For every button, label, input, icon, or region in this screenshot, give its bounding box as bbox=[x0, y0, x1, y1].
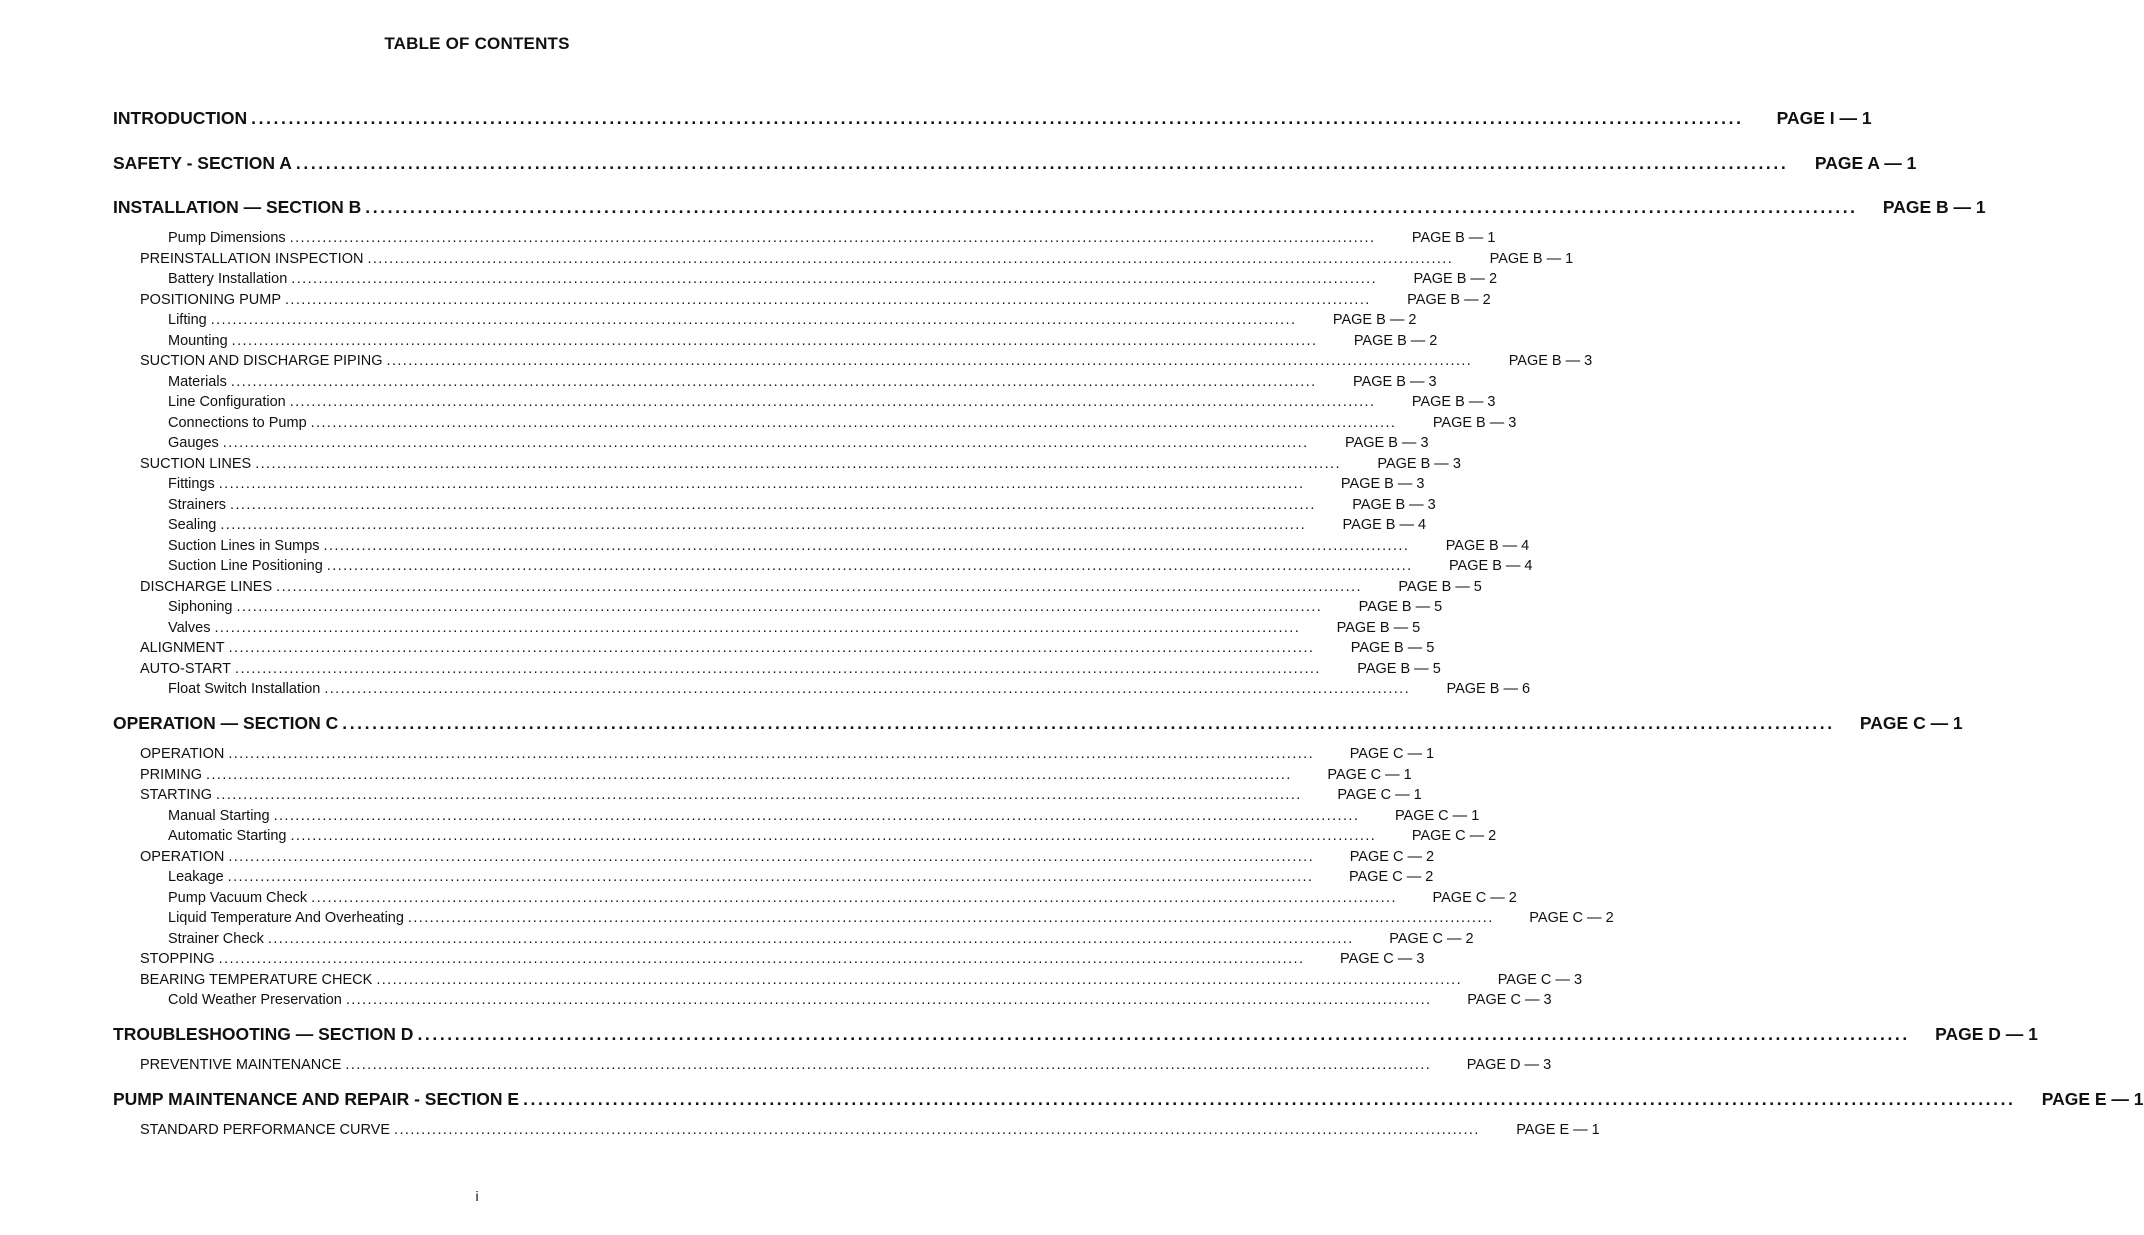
dot-leader: ........................................................................................................................................................................................................ bbox=[220, 517, 1307, 533]
toc-entry[interactable] bbox=[168, 828, 1497, 847]
toc-entry[interactable] bbox=[140, 766, 1412, 786]
toc-entry[interactable] bbox=[168, 476, 1425, 495]
toc-section-entry[interactable] bbox=[113, 197, 1986, 221]
toc-entry-label: PREVENTIVE MAINTENANCE bbox=[140, 1057, 342, 1073]
toc-entry-page: PAGE C — 3 bbox=[1340, 951, 1425, 967]
toc-entry-label: Suction Lines in Sumps bbox=[168, 537, 320, 554]
toc-entry-label: PREINSTALLATION INSPECTION bbox=[140, 250, 364, 267]
dot-leader: ........................................................................................................................................................................................................ bbox=[214, 619, 1301, 636]
toc-entry-page: PAGE B — 5 bbox=[1336, 619, 1421, 636]
dot-leader: ........................................................................................................................................................................................................ bbox=[231, 332, 1318, 349]
dot-leader: ........................................................................................................................................................................................................ bbox=[386, 353, 1473, 369]
toc-entry-label: TROUBLESHOOTING — SECTION D bbox=[113, 1024, 414, 1044]
toc-entry-label: Strainers bbox=[168, 496, 227, 513]
dot-leader: ........................................................................................................................................................................................................ bbox=[345, 1057, 1432, 1073]
toc-entry[interactable] bbox=[168, 435, 1429, 454]
dot-leader: ........................................................................................................................................................................................................ bbox=[285, 291, 1371, 308]
toc-entry[interactable] bbox=[168, 910, 1614, 929]
toc-entry-page: PAGE D — 1 bbox=[1935, 1024, 2038, 1044]
toc-entry-page: PAGE B — 1 bbox=[1489, 250, 1574, 267]
toc-entry[interactable] bbox=[140, 640, 1435, 659]
dot-leader: ........................................................................................................................................................................................................ bbox=[394, 1122, 1480, 1138]
dot-leader: ........................................................................................................................................................................................................ bbox=[365, 197, 1858, 217]
dot-leader: ........................................................................................................................................................................................................ bbox=[311, 889, 1397, 906]
toc-entry[interactable] bbox=[168, 496, 1436, 516]
toc-entry-page: PAGE C — 2 bbox=[1529, 910, 1614, 926]
dot-leader: ........................................................................................................................................................................................................ bbox=[218, 476, 1305, 492]
toc-entry-label: Lifting bbox=[168, 312, 207, 328]
toc-entry-label: Float Switch Installation bbox=[168, 681, 321, 697]
dot-leader: ........................................................................................................................................................................................................ bbox=[326, 558, 1413, 574]
dot-leader: ........................................................................................................................................................................................................ bbox=[276, 578, 1362, 595]
toc-entry[interactable] bbox=[140, 291, 1491, 311]
toc-entry-label: AUTO-START bbox=[140, 660, 232, 677]
toc-section-entry[interactable] bbox=[113, 1024, 2038, 1048]
toc-entry-label: Automatic Starting bbox=[168, 828, 287, 844]
dot-leader: ........................................................................................................................................................................................................ bbox=[289, 394, 1376, 410]
toc-entry-page: PAGE B — 1 bbox=[1411, 230, 1496, 246]
toc-entry-label: PUMP MAINTENANCE AND REPAIR - SECTION E bbox=[113, 1089, 520, 1109]
dot-leader: ........................................................................................................................................................................................................ bbox=[218, 951, 1305, 967]
toc-entry[interactable] bbox=[140, 250, 1574, 270]
toc-entry-label: INTRODUCTION bbox=[113, 108, 248, 128]
toc-entry-page: PAGE B — 3 bbox=[1411, 394, 1496, 410]
toc-entry[interactable] bbox=[140, 455, 1461, 475]
toc-entry-label: Connections to Pump bbox=[168, 414, 307, 431]
toc-entry-page: PAGE B — 4 bbox=[1342, 517, 1427, 533]
toc-entry-label: STOPPING bbox=[140, 951, 215, 967]
toc-entry-label: ALIGNMENT bbox=[140, 640, 225, 656]
toc-entry[interactable] bbox=[168, 517, 1427, 536]
dot-leader: ........................................................................................................................................................................................................ bbox=[273, 807, 1360, 824]
toc-section-entry[interactable] bbox=[113, 152, 1917, 177]
toc-section-entry[interactable] bbox=[113, 108, 1872, 132]
toc-entry-page: PAGE B — 2 bbox=[1407, 291, 1491, 308]
toc-entry-page: PAGE C — 2 bbox=[1349, 848, 1435, 865]
dot-leader: ........................................................................................................................................................................................................ bbox=[228, 746, 1315, 762]
toc-entry-page: PAGE I — 1 bbox=[1776, 108, 1872, 128]
toc-entry-label: OPERATION bbox=[140, 746, 225, 762]
toc-entry-page: PAGE B — 3 bbox=[1344, 435, 1429, 451]
dot-leader: ........................................................................................................................................................................................................ bbox=[210, 312, 1297, 328]
dot-leader: ........................................................................................................................................................................................................ bbox=[310, 414, 1397, 431]
toc-entry-label: OPERATION — SECTION C bbox=[113, 713, 339, 733]
toc-entry-page: PAGE C — 3 bbox=[1467, 992, 1552, 1008]
toc-entry-page: PAGE B — 2 bbox=[1353, 332, 1438, 349]
toc-entry-label: STARTING bbox=[140, 787, 212, 803]
toc-entry[interactable] bbox=[168, 869, 1434, 888]
page-number: i bbox=[475, 1188, 479, 1204]
dot-leader: ........................................................................................................................................................................................................ bbox=[342, 713, 1835, 733]
toc-entry[interactable] bbox=[168, 681, 1531, 700]
dot-leader: ........................................................................................................................................................................................................ bbox=[228, 848, 1315, 865]
dot-leader: ........................................................................................................................................................................................................ bbox=[523, 1089, 2016, 1109]
toc-entry[interactable] bbox=[140, 1057, 1552, 1076]
toc-entry-label: Line Configuration bbox=[168, 394, 286, 410]
toc-entry-label: Cold Weather Preservation bbox=[168, 992, 342, 1008]
dot-leader: ........................................................................................................................................................................................................ bbox=[236, 599, 1323, 615]
toc-entry-page: PAGE B — 3 bbox=[1377, 455, 1461, 472]
toc-entry-page: PAGE B — 2 bbox=[1332, 312, 1417, 328]
toc-entry-label: DISCHARGE LINES bbox=[140, 578, 273, 595]
dot-leader: ........................................................................................................................................................................................................ bbox=[376, 971, 1463, 988]
toc-entry-label: Gauges bbox=[168, 435, 219, 451]
toc-entry-page: PAGE E — 1 bbox=[1516, 1122, 1600, 1138]
dot-leader: ........................................................................................................................................................................................................ bbox=[323, 537, 1410, 554]
toc-entry[interactable] bbox=[168, 332, 1438, 352]
dot-leader: ........................................................................................................................................................................................................ bbox=[228, 640, 1315, 656]
toc-entry[interactable] bbox=[168, 599, 1443, 618]
toc-entry-page: PAGE C — 2 bbox=[1389, 930, 1474, 947]
dot-leader: ........................................................................................................................................................................................................ bbox=[417, 1024, 1910, 1044]
dot-leader: ........................................................................................................................................................................................................ bbox=[227, 869, 1314, 885]
toc-entry-label: Battery Installation bbox=[168, 271, 288, 287]
toc-entry-page: PAGE B — 6 bbox=[1446, 681, 1531, 697]
toc-entry[interactable] bbox=[168, 230, 1496, 249]
toc-entry-page: PAGE B — 4 bbox=[1448, 558, 1533, 574]
toc-entry-page: PAGE B — 5 bbox=[1350, 640, 1435, 656]
toc-entry[interactable] bbox=[168, 373, 1437, 393]
toc-entry-label: Manual Starting bbox=[168, 807, 270, 824]
toc-entry-page: PAGE E — 1 bbox=[2041, 1089, 2144, 1109]
toc-entry-page: PAGE C — 2 bbox=[1432, 889, 1517, 906]
dot-leader: ........................................................................................................................................................................................................ bbox=[295, 152, 1789, 173]
toc-section-entry[interactable] bbox=[113, 1089, 2144, 1113]
toc-entry-page: PAGE C — 3 bbox=[1497, 971, 1583, 988]
toc-entry-page: PAGE B — 3 bbox=[1352, 496, 1436, 513]
toc-entry-page: PAGE B — 1 bbox=[1882, 197, 1986, 217]
dot-leader: ........................................................................................................................................................................................................ bbox=[255, 455, 1341, 472]
dot-leader: ........................................................................................................................................................................................................ bbox=[206, 766, 1292, 783]
toc-entry[interactable] bbox=[168, 312, 1417, 331]
toc-entry[interactable] bbox=[140, 660, 1441, 680]
toc-entry-page: PAGE B — 5 bbox=[1398, 578, 1482, 595]
dot-leader: ........................................................................................................................................................................................................ bbox=[367, 250, 1454, 267]
toc-entry-label: SUCTION LINES bbox=[140, 455, 252, 472]
toc-entry-label: STANDARD PERFORMANCE CURVE bbox=[140, 1122, 391, 1138]
toc-entry-page: PAGE B — 3 bbox=[1508, 353, 1593, 369]
toc-entry[interactable] bbox=[140, 971, 1583, 991]
toc-entry-label: Materials bbox=[168, 373, 227, 390]
toc-entry-page: PAGE B — 4 bbox=[1445, 537, 1530, 554]
toc-entry-label: Mounting bbox=[168, 332, 228, 349]
dot-leader: ........................................................................................................................................................................................................ bbox=[345, 992, 1432, 1008]
dot-leader: ........................................................................................................................................................................................................ bbox=[291, 271, 1378, 287]
toc-entry[interactable] bbox=[168, 394, 1496, 413]
toc-entry-page: PAGE C — 2 bbox=[1349, 869, 1434, 885]
toc-entry-label: Suction Line Positioning bbox=[168, 558, 323, 574]
toc-entry[interactable] bbox=[140, 951, 1425, 970]
toc-entry-label: Leakage bbox=[168, 869, 224, 885]
toc-entry[interactable] bbox=[168, 537, 1530, 557]
toc-entry-label: Siphoning bbox=[168, 599, 233, 615]
toc-entry-page: PAGE B — 3 bbox=[1353, 373, 1437, 390]
toc-entry-page: PAGE A — 1 bbox=[1814, 152, 1917, 173]
toc-entry[interactable] bbox=[168, 807, 1480, 827]
toc-entry-page: PAGE C — 1 bbox=[1349, 746, 1435, 762]
toc-entry-page: PAGE B — 5 bbox=[1358, 599, 1443, 615]
toc-entry-label: Valves bbox=[168, 619, 211, 636]
toc-entry[interactable] bbox=[140, 746, 1435, 765]
toc-entry-label: Fittings bbox=[168, 476, 215, 492]
toc-entry-label: SAFETY - SECTION A bbox=[113, 152, 292, 173]
dot-leader: ........................................................................................................................................................................................................ bbox=[267, 930, 1354, 947]
toc-entry-label: POSITIONING PUMP bbox=[140, 291, 281, 308]
toc-entry-page: PAGE B — 3 bbox=[1432, 414, 1517, 431]
toc-entry-label: SUCTION AND DISCHARGE PIPING bbox=[140, 353, 383, 369]
dot-leader: ........................................................................................................................................................................................................ bbox=[222, 435, 1309, 451]
dot-leader: ........................................................................................................................................................................................................ bbox=[251, 108, 1744, 128]
toc-entry-page: PAGE D — 3 bbox=[1466, 1057, 1552, 1073]
dot-leader: ........................................................................................................................................................................................................ bbox=[230, 373, 1317, 390]
toc-entry-page: PAGE B — 3 bbox=[1340, 476, 1425, 492]
dot-leader: ........................................................................................................................................................................................................ bbox=[215, 787, 1302, 803]
toc-entry[interactable] bbox=[168, 271, 1498, 290]
toc-entry-page: PAGE C — 2 bbox=[1411, 828, 1497, 844]
toc-entry-label: Strainer Check bbox=[168, 930, 264, 947]
toc-entry-label: Sealing bbox=[168, 517, 217, 533]
dot-leader: ........................................................................................................................................................................................................ bbox=[235, 660, 1321, 677]
dot-leader: ........................................................................................................................................................................................................ bbox=[290, 828, 1377, 844]
toc-entry[interactable] bbox=[140, 848, 1435, 868]
toc-entry[interactable] bbox=[140, 353, 1593, 372]
toc-entry[interactable] bbox=[168, 619, 1421, 639]
toc-entry[interactable] bbox=[140, 1122, 1600, 1141]
toc-entry-label: PRIMING bbox=[140, 766, 203, 783]
toc-entry[interactable] bbox=[168, 414, 1517, 434]
toc-entry-page: PAGE C — 1 bbox=[1327, 766, 1412, 783]
toc-entry[interactable] bbox=[168, 992, 1552, 1011]
toc-entry-label: BEARING TEMPERATURE CHECK bbox=[140, 971, 373, 988]
toc-entry[interactable] bbox=[168, 558, 1533, 577]
toc-entry-page: PAGE B — 2 bbox=[1413, 271, 1498, 287]
toc-entry-label: Liquid Temperature And Overheating bbox=[168, 910, 404, 926]
dot-leader: ........................................................................................................................................................................................................ bbox=[324, 681, 1411, 697]
dot-leader: ........................................................................................................................................................................................................ bbox=[407, 910, 1494, 926]
page-title: TABLE OF CONTENTS bbox=[384, 34, 570, 53]
toc-entry-label: OPERATION bbox=[140, 848, 225, 865]
toc-entry[interactable] bbox=[140, 578, 1482, 598]
toc-section-entry[interactable] bbox=[113, 713, 1963, 737]
toc-entry-label: Pump Vacuum Check bbox=[168, 889, 308, 906]
toc-entry-page: PAGE B — 5 bbox=[1357, 660, 1441, 677]
toc-entry-label: INSTALLATION — SECTION B bbox=[113, 197, 362, 217]
toc-entry[interactable] bbox=[168, 889, 1517, 909]
toc-entry-label: Pump Dimensions bbox=[168, 230, 286, 246]
toc-entry-page: PAGE C — 1 bbox=[1394, 807, 1480, 824]
dot-leader: ........................................................................................................................................................................................................ bbox=[230, 496, 1316, 513]
toc-entry-page: PAGE C — 1 bbox=[1859, 713, 1963, 733]
toc-entry[interactable] bbox=[168, 930, 1474, 950]
dot-leader: ........................................................................................................................................................................................................ bbox=[289, 230, 1376, 246]
toc-entry-page: PAGE C — 1 bbox=[1337, 787, 1422, 803]
toc-entry[interactable] bbox=[140, 787, 1422, 806]
